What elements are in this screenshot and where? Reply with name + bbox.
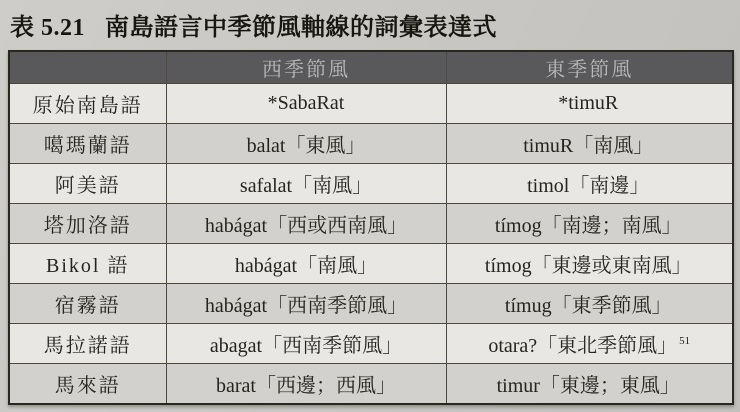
east-monsoon-term: timuR「南風」 <box>523 135 654 157</box>
east-monsoon-term: *timuR <box>558 92 619 114</box>
language-cell: 馬來語 <box>9 364 166 405</box>
east-monsoon-cell <box>446 124 733 164</box>
west-monsoon-cell: habágat「南風」 <box>166 244 446 284</box>
west-monsoon-cell: barat「西邊；西風」 <box>166 364 446 405</box>
footnote-reference: 51 <box>679 335 691 348</box>
table-row <box>9 124 733 164</box>
table-row <box>9 84 733 124</box>
east-monsoon-cell <box>446 324 733 364</box>
east-monsoon-term: timur「東邊；東風」 <box>496 375 680 397</box>
east-monsoon-term: timol「南邊」 <box>527 175 650 197</box>
east-monsoon-cell <box>446 364 733 405</box>
west-monsoon-cell: habágat「西南季節風」 <box>166 284 446 324</box>
language-cell: 噶瑪蘭語 <box>9 124 166 164</box>
table-row <box>9 164 733 204</box>
table-row <box>9 364 733 405</box>
header-row <box>9 51 733 84</box>
table-number: 表 5.21 <box>10 15 85 41</box>
table-row <box>9 204 733 244</box>
table-row <box>9 284 733 324</box>
column-header-west-monsoon: 西季節風 <box>166 51 446 84</box>
table-row <box>9 324 733 364</box>
east-monsoon-cell <box>446 204 733 244</box>
language-cell: 馬拉諾語 <box>9 324 166 364</box>
table-header <box>9 51 733 84</box>
table-body <box>9 84 733 405</box>
language-cell: Bikol 語 <box>9 244 166 284</box>
table-caption <box>10 7 497 42</box>
corner-header-cell <box>9 51 166 84</box>
language-cell: 原始南島語 <box>9 84 166 124</box>
language-cell: 阿美語 <box>9 164 166 204</box>
east-monsoon-cell <box>446 84 733 124</box>
west-monsoon-cell: abagat「西南季節風」 <box>166 324 446 364</box>
west-monsoon-cell: habágat「西或西南風」 <box>166 204 446 244</box>
west-monsoon-cell: balat「東風」 <box>166 124 446 164</box>
east-monsoon-term: tímug「東季節風」 <box>504 295 672 317</box>
east-monsoon-term: otara?「東北季節風」 <box>488 335 678 357</box>
east-monsoon-cell <box>446 284 733 324</box>
west-monsoon-cell: *SabaRat <box>166 84 446 124</box>
table-title-text: 南島語言中季節風軸線的詞彙表達式 <box>105 15 497 41</box>
east-monsoon-term: tímog「南邊；南風」 <box>494 215 682 237</box>
east-monsoon-cell <box>446 164 733 204</box>
west-monsoon-cell: safalat「南風」 <box>166 164 446 204</box>
column-header-east-monsoon: 東季節風 <box>446 51 733 84</box>
table-row <box>9 244 733 284</box>
language-cell: 塔加洛語 <box>9 204 166 244</box>
east-monsoon-term: tímog「東邊或東南風」 <box>484 255 692 277</box>
east-monsoon-cell <box>446 244 733 284</box>
monsoon-vocabulary-table <box>8 50 734 405</box>
language-cell: 宿霧語 <box>9 284 166 324</box>
